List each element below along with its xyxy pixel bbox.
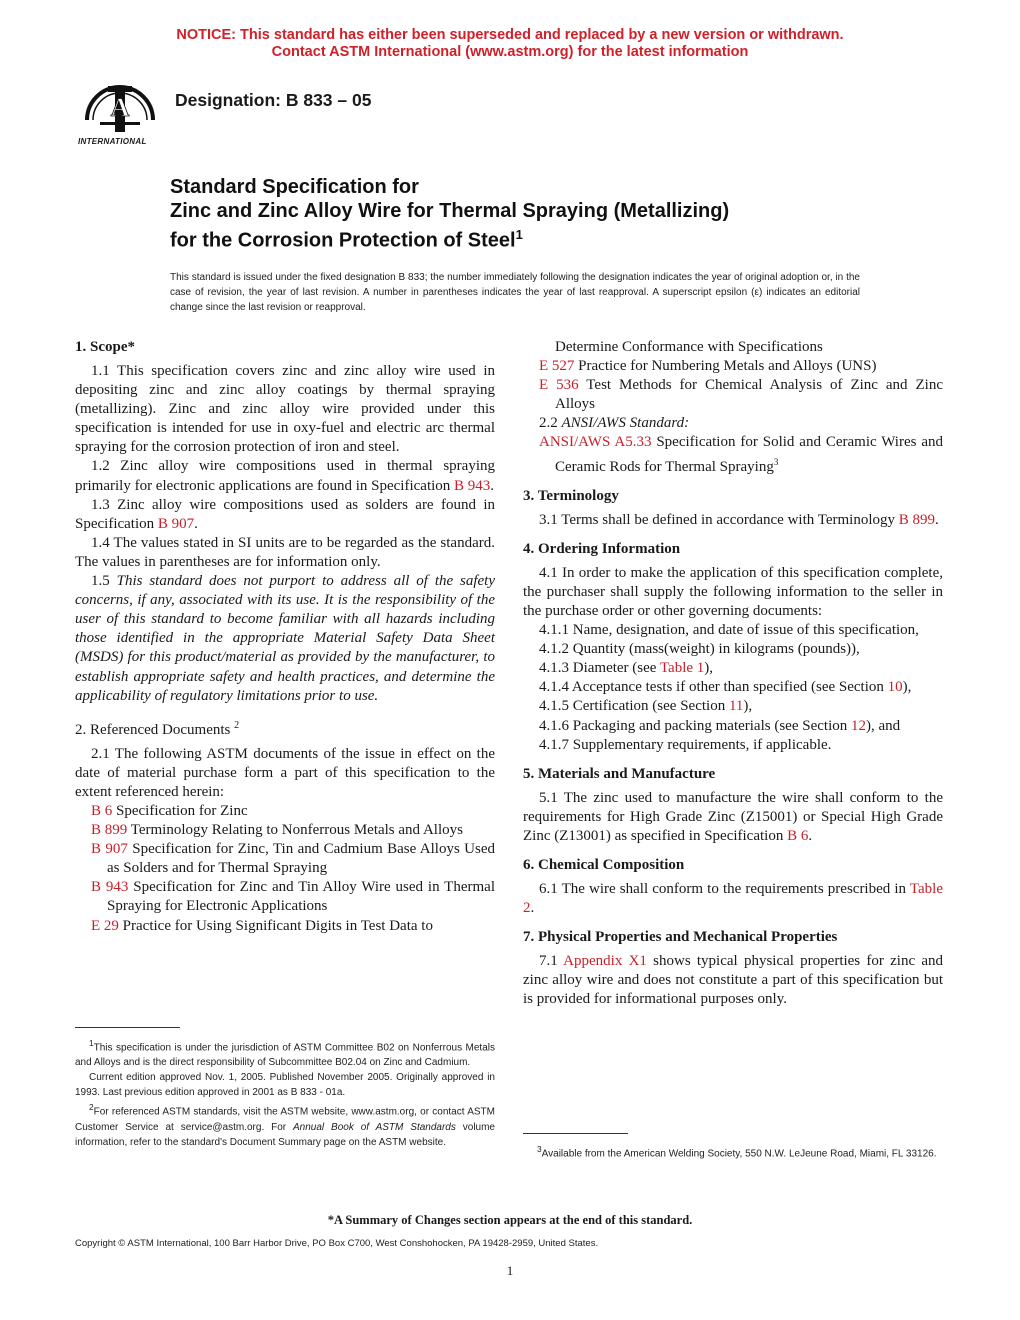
page-number: 1 [506, 1263, 514, 1278]
link-b6[interactable]: B 6 [787, 827, 809, 844]
para-7-1: 7.1 Appendix X1 shows typical physical properties for zinc and zinc alloy wire and does not constitute a part of this specification but is provided for informational purposes only. [523, 953, 943, 1008]
para-1-5: 1.5 This standard does not purport to address all of the safety concerns, if any, associated with its use. It is the responsibility of the user of this standard to become familiar with all hazards including those identified in the appropriate Material Safety Data Sheet (MSDS) for this product/material as provided by the manufacturer, to establish appropriate safety and health practices, and determine the applicability of regulatory limitations prior to use. [75, 573, 496, 704]
reference-e527: E 527 Practice for Numbering Metals and Alloys (UNS) [539, 358, 877, 375]
footnote-1-edition: Current edition approved Nov. 1, 2005. Published November 2005. Originally approved in 1993. Last previous edition approved in 2001 as B 833 - 01a. [75, 1072, 495, 1099]
para-4-1: 4.1 In order to make the application of this specification complete, the purchaser shall supply the following information to the seller in the purchase order or other governing documents: [523, 564, 943, 619]
para-4-1-2: 4.1.2 Quantity (mass(weight) in kilograms (pounds)), [539, 641, 860, 658]
notice-line-1: NOTICE: This standard has either been superseded and replaced by a new version or withdrawn. [176, 27, 844, 43]
link-section-11[interactable]: 11 [728, 698, 744, 715]
title-line-3: for the Corrosion Protection of Steel$^1$ [170, 227, 523, 252]
section-2-heading: 2. Referenced Documents $^2$ [75, 719, 240, 738]
left-column [75, 338, 495, 936]
reference-b6: B 6 Specification for Zinc [91, 802, 248, 819]
reference-ansi-aws: ANSI/AWS A5.33 Specification for Solid and Ceramic Wires and Ceramic Rods for Thermal Spraying$^3$ [539, 434, 944, 475]
para-4-1-3: 4.1.3 Diameter (see Table 1), [539, 660, 714, 677]
reference-b899: B 899 Terminology Relating to Nonferrous Metals and Alloys [91, 822, 463, 839]
para-1-3: 1.3 Zinc alloy wire compositions used as solders are found in Specification B 907. [75, 496, 495, 532]
link-b899[interactable]: B 899 [898, 511, 936, 528]
footnotes-right [523, 1142, 943, 1161]
title-line-2: Zinc and Zinc Alloy Wire for Thermal Spraying (Metallizing) [170, 200, 730, 222]
footnote-rule-left [75, 1027, 180, 1028]
para-1-4: 1.4 The values stated in SI units are to be regarded as the standard. The values in parentheses are for information only. [75, 534, 495, 570]
section-3-heading: 3. Terminology [523, 487, 619, 504]
withdrawal-notice [0, 27, 1020, 61]
footnote-rule-right [523, 1133, 628, 1134]
para-2-2: 2.2 ANSI/AWS Standard: [539, 415, 690, 432]
link-section-12[interactable]: 12 [851, 717, 866, 734]
para-1-1: 1.1 This specification covers zinc and zinc alloy wire used in depositing zinc and zinc alloy coatings by thermal spraying (metallizing). Zinc and zinc alloy wire provided under this specification is intended for use in oxy-fuel and electric arc thermal spraying for the corrosion protection of iron and steel. [75, 363, 495, 456]
section-1-heading: 1. Scope* [75, 339, 135, 355]
para-4-1-1: 4.1.1 Name, designation, and date of issue of this specification, [539, 622, 919, 639]
ref-code[interactable]: B 6 [91, 802, 113, 819]
footnotes-left [75, 1036, 495, 1150]
ref-code[interactable]: B 943 [91, 879, 129, 896]
footnote-1: $^1$This specification is under the jurisdiction of ASTM Committee B02 on Nonferrous Metals and Alloys and is the direct responsibility of Subcommittee B02.04 on Zinc and Cadmium. [75, 1038, 495, 1069]
para-6-1: 6.1 The wire shall conform to the requirements prescribed in Table 2. [523, 880, 943, 917]
ref-code[interactable]: B 907 [91, 841, 128, 858]
reference-b943: B 943 Specification for Zinc and Tin Alloy Wire used in Thermal Spraying for Electronic Applications [91, 879, 495, 915]
section-2-footnote-ref[interactable]: 2 [234, 719, 240, 731]
footnote-3: $^3$Available from the American Welding Society, 550 N.W. LeJeune Road, Miami, FL 33126. [537, 1144, 937, 1160]
link-appendix-x1[interactable]: Appendix X1 [563, 953, 647, 970]
summary-of-changes-note: *A Summary of Changes section appears at the end of this standard. [327, 1213, 693, 1227]
title-line-1: Standard Specification for [170, 176, 419, 198]
reference-b907: B 907 Specification for Zinc, Tin and Cadmium Base Alloys Used as Solders and for Thermal Spraying [91, 841, 495, 877]
logo-subtitle: INTERNATIONAL [78, 137, 147, 146]
ref-code[interactable]: E 29 [91, 917, 119, 934]
para-5-1: 5.1 The zinc used to manufacture the wire shall conform to the requirements for High Grade Zinc (Z15001) or Special High Grade Zinc (Z13001) as specified in Specification B 6. [523, 789, 943, 844]
designation: Designation: B 833 – 05 [175, 90, 372, 110]
ref-code[interactable]: E 536 [539, 377, 579, 394]
section-5-heading: 5. Materials and Manufacture [523, 765, 716, 782]
para-4-1-4: 4.1.4 Acceptance tests if other than specified (see Section 10), [539, 679, 912, 696]
link-table-1[interactable]: Table 1 [659, 660, 705, 677]
para-4-1-7: 4.1.7 Supplementary requirements, if applicable. [539, 736, 832, 753]
link-section-10[interactable]: 10 [887, 679, 903, 696]
para-1-2: 1.2 Zinc alloy wire compositions used in thermal spraying primarily for electronic applications are found in Specification B 943. [75, 458, 495, 494]
link-table-2[interactable]: Table 2 [523, 880, 943, 917]
svg-text:A: A [110, 93, 130, 122]
para-4-1-5: 4.1.5 Certification (see Section 11), [539, 698, 753, 715]
section-4-heading: 4. Ordering Information [523, 540, 681, 557]
notice-line-2: Contact ASTM International (www.astm.org) for the latest information [271, 44, 749, 60]
para-2-1: 2.1 The following ASTM documents of the issue in effect on the date of material purchase form a part of this specification to the extent referenced herein: [75, 745, 495, 800]
reference-e536: E 536 Test Methods for Chemical Analysis of Zinc and Zinc Alloys [539, 377, 943, 413]
link-b907[interactable]: B 907 [157, 515, 195, 532]
footnote-2: $^2$For referenced ASTM standards, visit the ASTM website, www.astm.org, or contact ASTM Customer Service at service@astm.org. For Annual Book of ASTM Standards volume information, refer to the standard's Document Summary page on the ASTM website. [75, 1102, 495, 1148]
title-footnote-ref[interactable]: 1 [515, 227, 523, 242]
section-7-heading: 7. Physical Properties and Mechanical Properties [523, 929, 838, 946]
reference-e29: E 29 Practice for Using Significant Digits in Test Data to [91, 917, 433, 934]
astm-logo [75, 72, 165, 152]
ref-code[interactable]: E 527 [539, 358, 575, 375]
para-3-1: 3.1 Terms shall be defined in accordance with Terminology B 899. [539, 511, 939, 528]
document-title [170, 175, 729, 253]
issued-note: This standard is issued under the fixed designation B 833; the number immediately following the designation indicates the year of original adoption or, in the case of revision, the year of last revision. A number in parentheses indicates the year of last reapproval. A superscript epsilon (ε) indicates an editorial change since the last revision or reapproval. [170, 272, 860, 313]
para-4-1-6: 4.1.6 Packaging and packing materials (see Section 12), and [539, 717, 901, 734]
reference-e29-continued: Determine Conformance with Specifications [555, 339, 823, 355]
right-column [523, 338, 943, 1009]
copyright: Copyright © ASTM International, 100 Barr Harbor Drive, PO Box C700, West Conshohocken, PA 19428-2959, United States. [75, 1238, 599, 1249]
ref-code[interactable]: ANSI/AWS A5.33 [539, 434, 652, 451]
section-6-heading: 6. Chemical Composition [523, 856, 685, 873]
link-b943[interactable]: B 943 [454, 477, 491, 494]
ref-code[interactable]: B 899 [91, 822, 128, 839]
